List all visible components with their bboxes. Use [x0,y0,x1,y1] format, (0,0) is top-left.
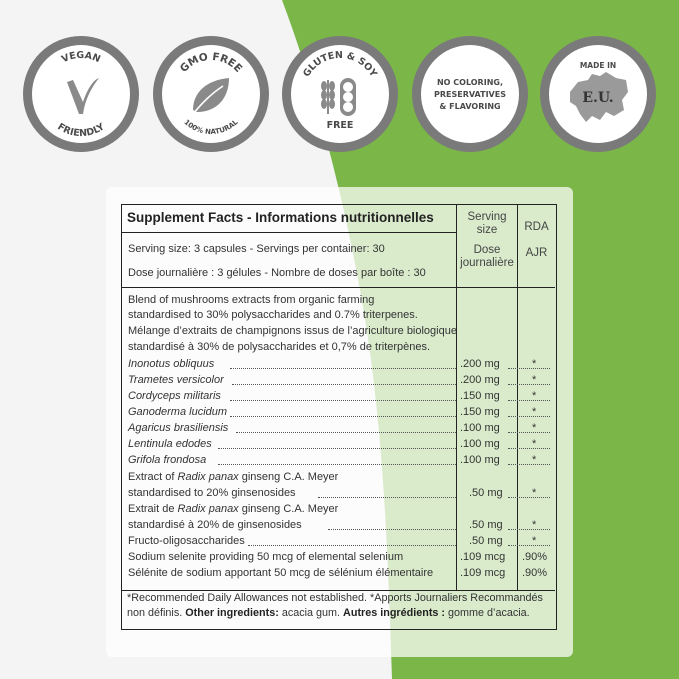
badge-top-text: MADE IN [579,61,617,70]
ingredient-rda: * [532,390,537,402]
blend-en-2: standardised to 30% polysaccharides and 0.7% triterpenes. [128,309,418,321]
leaf-icon [193,78,229,114]
selenium-fr-rda: .90% [522,567,548,579]
col-serving-size-1: Serving [467,211,507,223]
vegan-badge [23,36,139,152]
badge-bottom-text: FRIENDLY [55,121,107,140]
badge-bottom-text: FREE [326,120,354,131]
ingredient-name: Agaricus brasiliensis [128,422,229,434]
ingredient-amount: .150 mg [460,406,500,418]
col-ajr: AJR [525,247,548,259]
badge-line-3: & FLAVORING [439,102,501,111]
ingredient-name: Inonotus obliquus [128,358,215,370]
facts-title: Supplement Facts - Informations nutritionnelles [127,210,434,225]
svg-text:100% NATURAL [182,118,240,136]
svg-text:FRIENDLY [55,121,106,139]
made-in-eu-badge [540,36,656,152]
badge-center-text: E.U. [582,90,614,106]
supplement-facts-table [121,204,557,630]
ingredient-amount: .100 mg [460,454,500,466]
vegan-leaf-icon [67,78,99,114]
ingredient-name: Trametes versicolor [128,374,224,386]
ingredient-amount: .200 mg [460,374,500,386]
gluten-soy-free-badge [282,36,398,152]
fos-rda: * [532,535,537,547]
ingredient-name: Grifola frondosa [128,454,207,466]
ingredient-amount: .100 mg [460,438,500,450]
svg-text:GMO FREE [178,51,244,75]
badge-top-text: GLUTEN & SOY [301,49,379,80]
selenium-en: Sodium selenite providing 50 mcg of elemental selenium [128,551,404,563]
ingredient-amount: .100 mg [460,422,500,434]
ingredient-rda: * [532,438,537,450]
fos-amount: .50 mg [469,535,503,547]
ingredient-rda: * [532,422,537,434]
ginseng-fr-amount: .50 mg [469,519,503,531]
ginseng-fr-line-1: Extrait de Radix panax ginseng C.A. Meyer [128,503,339,515]
col-dose-1: Dose [473,244,501,256]
col-rda: RDA [524,221,549,233]
blend-fr-2: standardisé à 30% de polysaccharides et 0,7% de triterpènes. [128,341,431,353]
badge-bottom-text: 100% NATURAL [182,118,240,137]
ginseng-en-line-1: Extract of Radix panax ginseng C.A. Meyer [128,471,339,483]
ginseng-en-rda: * [532,487,537,499]
ginseng-fr-line-2: standardisé à 20% de ginsenosides [128,519,302,531]
blend-fr-1: Mélange d’extraits de champignons issus de l’agriculture biologique [128,325,457,337]
ginseng-en-amount: .50 mg [469,487,503,499]
ingredient-name: Cordyceps militaris [128,390,221,402]
footnote [127,591,552,621]
selenium-en-amount: .109 mcg [460,551,506,563]
footnote-line-1: *Recommended Daily Allowances not established. *Apports Journaliers Recommandés [127,592,543,604]
fos-name: Fructo-oligosaccharides [128,535,245,547]
svg-text:VEGAN [60,50,102,65]
wheat-soy-icon [321,78,356,116]
selenium-fr: Sélénite de sodium apportant 50 mcg de sélénium élémentaire [128,567,434,579]
ginseng-fr-rda: * [532,519,537,531]
ingredient-rda: * [532,358,537,370]
ingredient-rda: * [532,406,537,418]
selenium-fr-amount: .109 mcg [460,567,506,579]
ingredient-name: Lentinula edodes [128,438,212,450]
ingredient-rda: * [532,454,537,466]
col-dose-2: journalière [460,257,514,269]
badge-top-text: VEGAN [60,49,102,66]
serving-line-fr: Dose journalière : 3 gélules - Nombre de doses par boîte : 30 [128,267,426,279]
ingredient-amount: .150 mg [460,390,500,402]
badge-line-1: NO COLORING, [436,78,504,87]
svg-text:GLUTEN & SOY [301,50,379,79]
ingredient-name: Ganoderma lucidum [128,406,228,418]
ginseng-en-line-2: standardised to 20% ginsenosides [128,487,296,499]
footnote-line-2: non définis. Other ingredients: acacia gum. Autres ingrédients : gomme d’acacia. [127,607,530,619]
badge-top-text: GMO FREE [177,50,245,75]
ingredient-amount: .200 mg [460,358,500,370]
ingredient-rda: * [532,374,537,386]
selenium-en-rda: .90% [522,551,548,563]
badge-line-2: PRESERVATIVES [434,90,506,99]
col-serving-size-2: size [476,224,498,236]
gmo-free-badge [153,36,269,152]
serving-line-en: Serving size: 3 capsules - Servings per container: 30 [128,243,385,255]
blend-en-1: Blend of mushrooms extracts from organic farming [128,294,375,306]
no-coloring-badge [412,36,528,152]
